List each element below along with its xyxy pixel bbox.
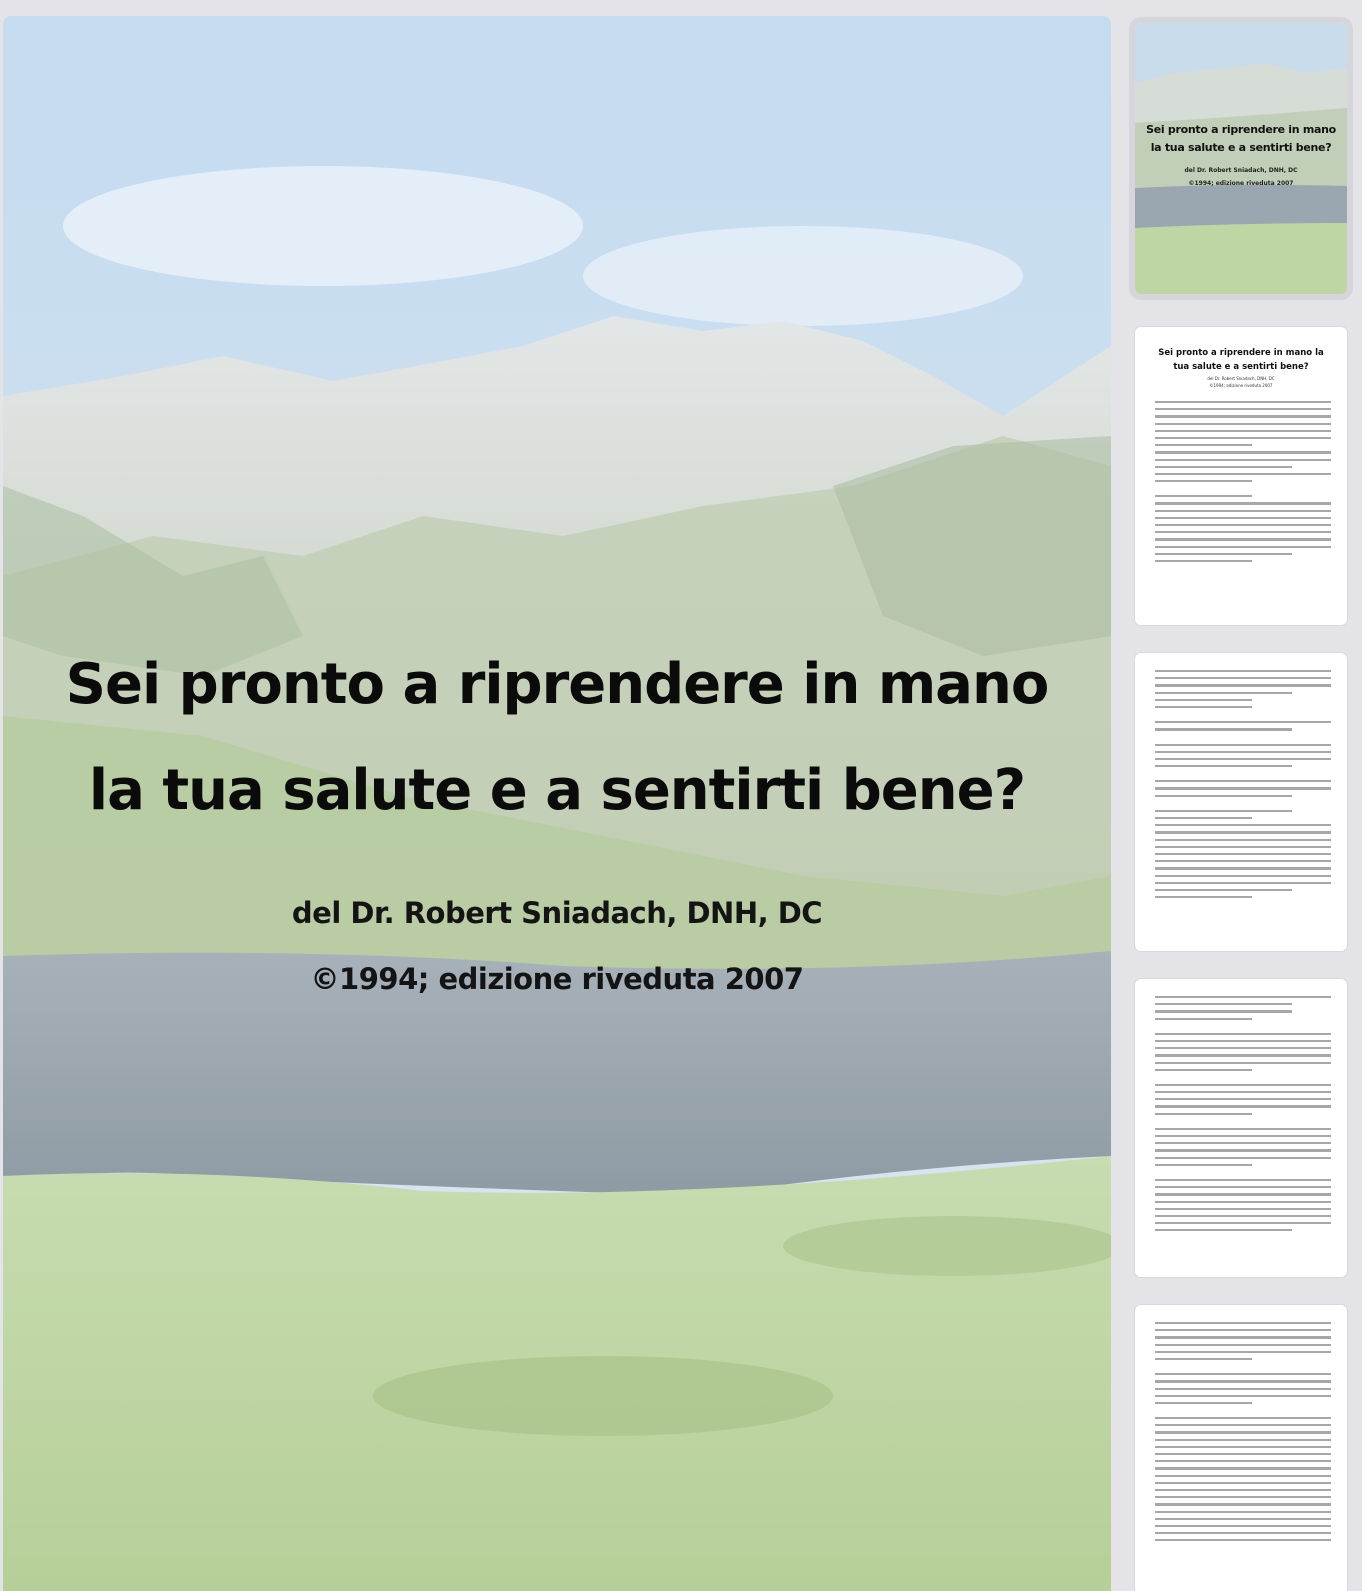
cover-copyright: ©1994; edizione riveduta 2007 bbox=[310, 962, 804, 996]
thumbnail-page4-text bbox=[1155, 996, 1331, 1236]
thumbnail-page2-author: del Dr. Robert Sniadach, DNH, DC bbox=[1207, 376, 1275, 381]
page-thumbnail-4[interactable] bbox=[1135, 979, 1347, 1277]
thumbnail-page5-text bbox=[1155, 1322, 1331, 1546]
thumbnail-page2-text bbox=[1155, 401, 1331, 567]
thumbnail-landscape-image bbox=[1135, 23, 1347, 294]
page-thumbnail-2[interactable] bbox=[1135, 327, 1347, 625]
thumbnail-author: del Dr. Robert Sniadach, DNH, DC bbox=[1184, 167, 1298, 174]
page-thumbnail-1[interactable] bbox=[1135, 23, 1347, 294]
thumbnail-page2-copyright: ©1994; edizione riveduta 2007 bbox=[1209, 383, 1273, 388]
thumbnail-title-line-2: la tua salute e a sentirti bene? bbox=[1150, 141, 1332, 154]
cover-author: del Dr. Robert Sniadach, DNH, DC bbox=[291, 896, 823, 930]
main-page bbox=[3, 16, 1111, 1591]
thumbnail-title-line-1: Sei pronto a riprendere in mano bbox=[1146, 123, 1336, 136]
thumbnail-copyright: ©1994; edizione riveduta 2007 bbox=[1188, 180, 1294, 187]
thumbnail-page3-text bbox=[1155, 670, 1331, 903]
page-thumbnail-3[interactable] bbox=[1135, 653, 1347, 951]
cover-title-line-2: la tua salute e a sentirti bene? bbox=[88, 758, 1026, 823]
page-thumbnail-5[interactable] bbox=[1135, 1305, 1347, 1591]
thumbnail-page2-title: Sei pronto a riprendere in mano la tua salute e a sentirti bene? bbox=[1158, 348, 1324, 372]
cover-title-line-1: Sei pronto a riprendere in mano bbox=[65, 652, 1049, 717]
page-thumbnail-sidebar[interactable] bbox=[1125, 0, 1362, 1591]
